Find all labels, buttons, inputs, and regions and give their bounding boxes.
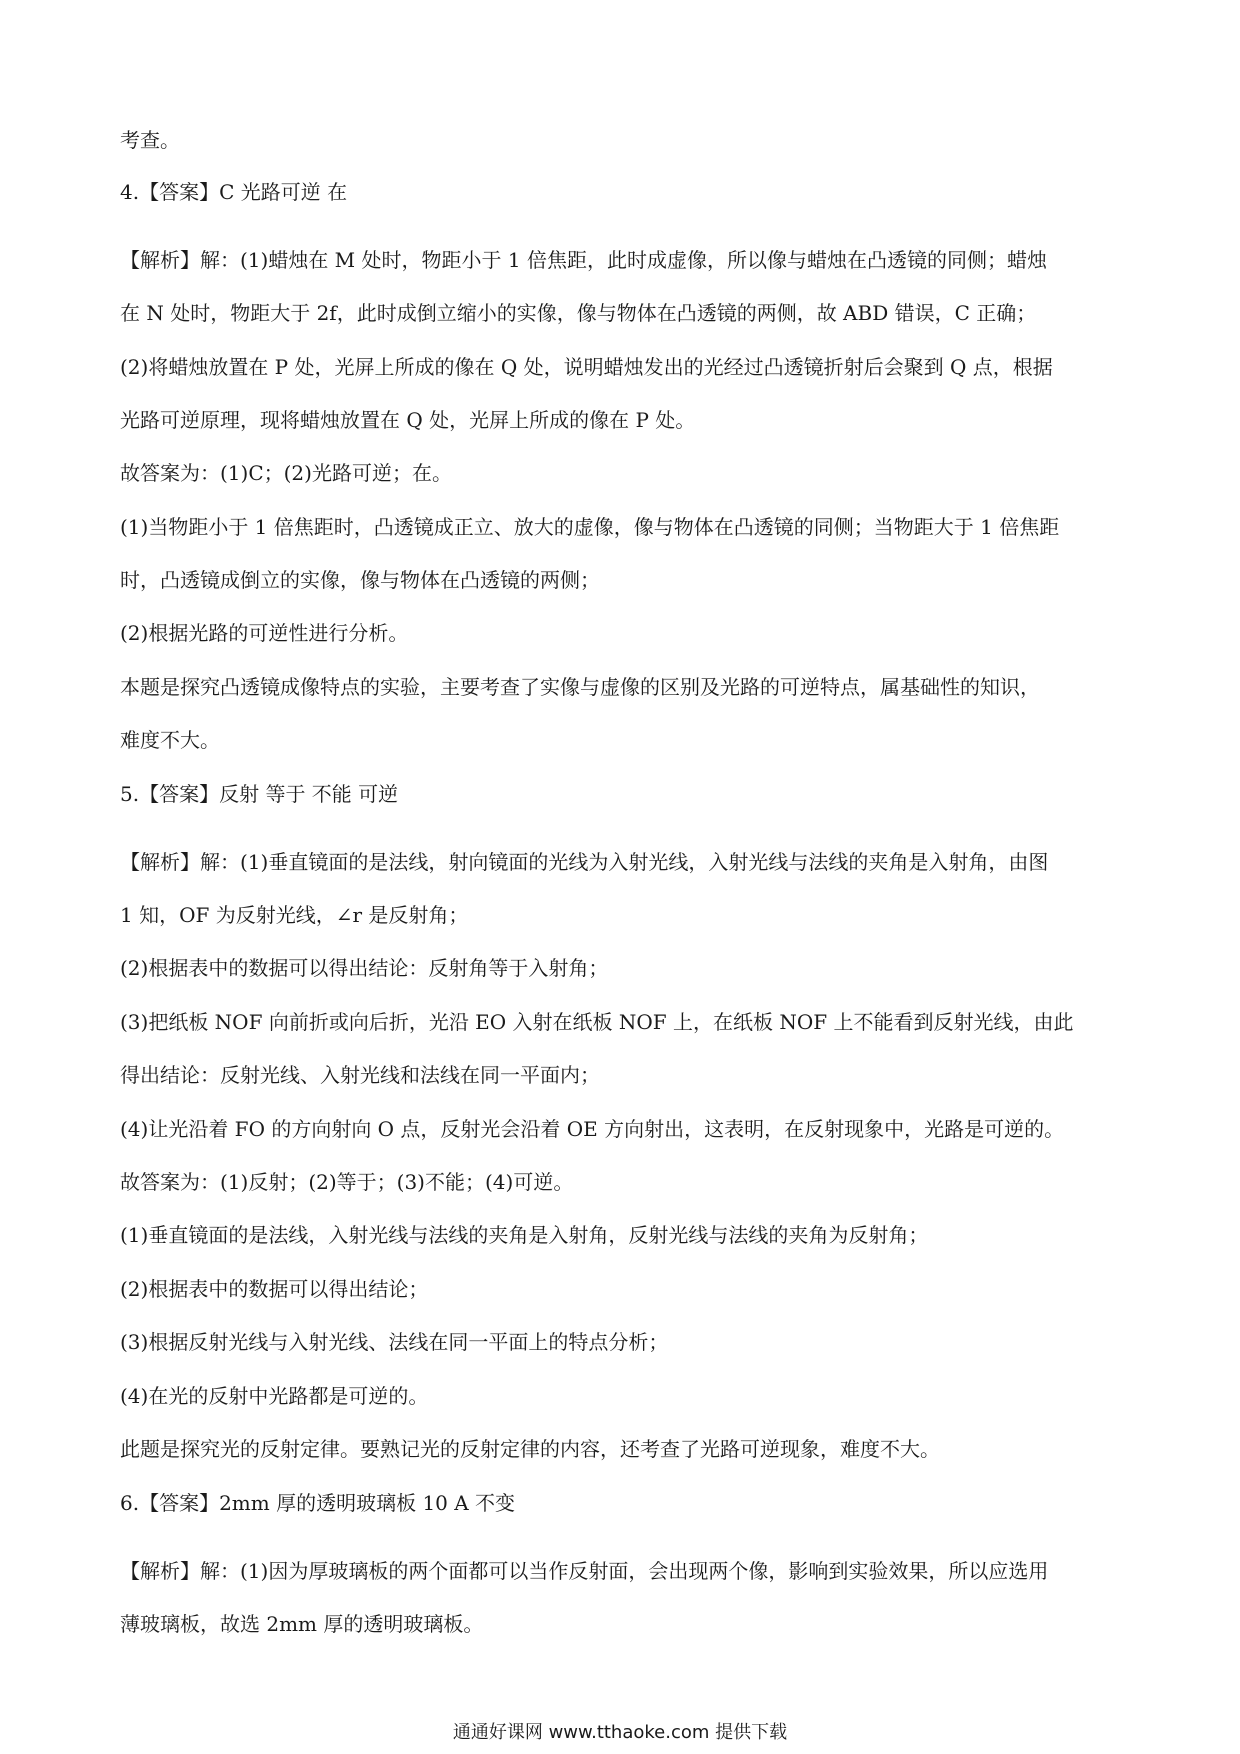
text-line: (4)在光的反射中光路都是可逆的。 — [120, 1384, 429, 1408]
text-line: 得出结论：反射光线、入射光线和法线在同一平面内； — [120, 1063, 600, 1087]
text-line: (2)根据表中的数据可以得出结论：反射角等于入射角； — [120, 956, 609, 980]
text-line: 故答案为：(1)C；(2)光路可逆；在。 — [120, 461, 452, 485]
text-line: (3)把纸板 NOF 向前折或向后折，光沿 EO 入射在纸板 NOF 上，在纸板 NOF 上不能看到反射光线，由此 — [120, 1010, 1074, 1034]
text-line: 1 知，OF 为反射光线，∠r 是反射角； — [120, 903, 469, 927]
answer-4-heading: 4.【答案】C 光路可逆 在 — [120, 180, 348, 204]
text-line: 【解析】解：(1)蜡烛在 M 处时，物距小于 1 倍焦距，此时成虚像，所以像与蜡烛在凸透镜的同侧；蜡烛 — [120, 248, 1047, 272]
text-line: (2)根据表中的数据可以得出结论； — [120, 1277, 429, 1301]
answer-5-heading: 5.【答案】反射 等于 不能 可逆 — [120, 782, 399, 806]
text-line: 考查。 — [120, 128, 180, 152]
text-line: (1)当物距小于 1 倍焦距时，凸透镜成正立、放大的虚像，像与物体在凸透镜的同侧；当物距大于 1 倍焦距 — [120, 515, 1060, 539]
text-line: 本题是探究凸透镜成像特点的实验，主要考查了实像与虚像的区别及光路的可逆特点，属基础性的知识， — [120, 675, 1040, 699]
page-footer: 通通好课网 www.tthaoke.com 提供下载 — [452, 1722, 788, 1743]
text-line: (2)将蜡烛放置在 P 处，光屏上所成的像在 Q 处，说明蜡烛发出的光经过凸透镜折射后会聚到 Q 点，根据 — [120, 355, 1053, 379]
text-line: 光路可逆原理，现将蜡烛放置在 Q 处，光屏上所成的像在 P 处。 — [120, 408, 696, 432]
text-line: 此题是探究光的反射定律。要熟记光的反射定律的内容，还考查了光路可逆现象，难度不大。 — [120, 1437, 940, 1461]
text-line: (3)根据反射光线与入射光线、法线在同一平面上的特点分析； — [120, 1330, 669, 1354]
text-line: 时，凸透镜成倒立的实像，像与物体在凸透镜的两侧； — [120, 568, 600, 592]
text-line: 在 N 处时，物距大于 2f，此时成倒立缩小的实像，像与物体在凸透镜的两侧，故 ABD 错误，C 正确； — [120, 301, 1037, 325]
text-line: (2)根据光路的可逆性进行分析。 — [120, 621, 409, 645]
text-line: 薄玻璃板，故选 2mm 厚的透明玻璃板。 — [120, 1612, 484, 1636]
text-line: (4)让光沿着 FO 的方向射向 O 点，反射光会沿着 OE 方向射出，这表明，在反射现象中，光路是可逆的。 — [120, 1117, 1065, 1141]
text-line: 故答案为：(1)反射；(2)等于；(3)不能；(4)可逆。 — [120, 1170, 574, 1194]
text-line: 【解析】解：(1)垂直镜面的是法线，射向镜面的光线为入射光线，入射光线与法线的夹角是入射角，由图 — [120, 850, 1049, 874]
text-line: 难度不大。 — [120, 728, 220, 752]
answer-6-heading: 6.【答案】2mm 厚的透明玻璃板 10 A 不变 — [120, 1491, 516, 1515]
text-line: 【解析】解：(1)因为厚玻璃板的两个面都可以当作反射面，会出现两个像，影响到实验效果，所以应选用 — [120, 1559, 1049, 1583]
text-line: (1)垂直镜面的是法线，入射光线与法线的夹角是入射角，反射光线与法线的夹角为反射角； — [120, 1223, 929, 1247]
